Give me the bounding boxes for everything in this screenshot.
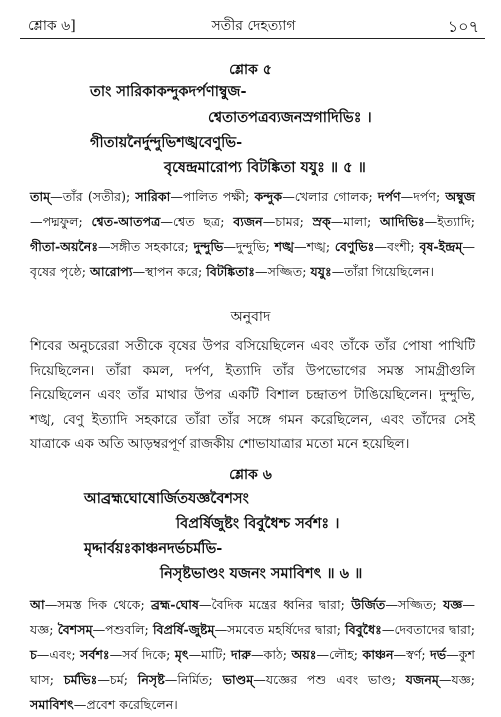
synonym5-dash: — [331, 264, 345, 279]
synonym6-dash: — [253, 672, 266, 687]
synonym6-term: অয়ঃ [291, 647, 317, 662]
synonym6-term: উর্জিত [351, 597, 386, 612]
synonym6-dash: — [164, 672, 178, 687]
synonym6-meaning: সমবেত মহর্ষিদের দ্বারা; [227, 622, 346, 637]
synonym6-meaning: যজ্ঞ; [30, 622, 58, 637]
synonym6-meaning: কাঠ; [263, 647, 292, 662]
synonym5-dash: — [170, 189, 183, 204]
synonym5-dash: — [160, 214, 173, 229]
synonym6-meaning: প্রবেশ করেছিলেন। [86, 697, 178, 712]
verse5-line-4: বৃষেন্দ্রমারোপ্য বিটঙ্কিতা যযুঃ ॥ ৫ ॥ [164, 159, 366, 176]
synonym5-meaning: চামর; [275, 214, 313, 229]
synonym6-meaning: বৈদিক মন্ত্রের ধ্বনির দ্বারা; [211, 597, 352, 612]
synonym6-dash: — [250, 647, 264, 662]
synonym6-meaning: সর্ব দিকে; [122, 647, 175, 662]
synonym6-dash: — [214, 622, 228, 637]
synonym6-term: সমাবিশৎ [30, 697, 74, 712]
synonym6-term: মৃৎ [174, 647, 189, 662]
synonym5-dash: — [262, 214, 276, 229]
verse6-line-3: মৃদ্দার্বয়ঃকাঞ্চনদর্ভচর্মভি- [84, 540, 223, 557]
verse6-line-1: আব্রহ্মঘোষোর্জিতযজ্ঞবৈশসং [84, 490, 249, 507]
synonym5-dash: — [223, 239, 236, 254]
verse6-title: শ্লোক ৬ [229, 467, 272, 483]
synonym5-dash: — [50, 189, 63, 204]
synonym5-term: গীতা-অয়নৈঃ [30, 239, 99, 254]
synonym6-dash: — [393, 647, 407, 662]
synonym5-dash: — [30, 214, 43, 229]
synonym6-dash: — [36, 647, 50, 662]
verse6-line-4: নিসৃষ্টভাণ্ডং যজনং সমাবিশৎ ॥ ৬ ॥ [160, 565, 363, 582]
synonym5-term: শ্বেত-আতপত্র [91, 214, 161, 229]
verse6-line-2: বিপ্রর্ষিজুষ্টং বিবুধৈশ্চ সর্বশঃ । [176, 515, 340, 532]
synonym5-meaning: বৃষের পৃষ্ঠে; [30, 264, 91, 279]
synonym5-dash: — [462, 239, 475, 254]
synonym5-term: বিটঙ্কিতাঃ [206, 264, 256, 279]
synonym5-term: কন্দুক [254, 189, 283, 204]
synonym5-term: আদিভিঃ [379, 214, 425, 229]
synonym5-meaning: মালা; [343, 214, 380, 229]
synonym6-dash: — [44, 597, 58, 612]
synonym6-term: বিবুধৈঃ [345, 622, 382, 637]
synonym6-dash: — [381, 622, 395, 637]
synonym5-meaning: তাঁরা গিয়েছিলেন। [344, 264, 435, 279]
synonym6-dash: — [316, 647, 330, 662]
synonym6-meaning: যজ্ঞ; [451, 672, 475, 687]
synonym6-term: চ [30, 647, 37, 662]
synonym5-term: বৃষ-ইন্দ্রম্ [419, 239, 463, 254]
synonym6-meaning: সজ্জিত; [397, 597, 444, 612]
synonym5-dash: — [255, 264, 268, 279]
synonym6-dash: — [438, 672, 452, 687]
synonym6-term: আ [30, 597, 45, 612]
synonym6-term: ব্রহ্ম-ঘোষ [151, 597, 199, 612]
synonym5-dash: — [293, 239, 307, 254]
synonym6-dash: — [446, 647, 459, 662]
synonym6-dash: — [198, 597, 212, 612]
translation-heading: অনুবাদ [230, 309, 271, 325]
synonym6-meaning: এবং; [49, 647, 81, 662]
synonym5-dash: — [132, 264, 146, 279]
synonym5-dash: — [400, 189, 414, 204]
synonym5-term: সারিকা [135, 189, 171, 204]
synonym5-meaning: বংশী; [386, 239, 420, 254]
verse5-line-1: তাং সারিকাকন্দুকদর্পণাম্বুজ- [90, 83, 247, 100]
synonym5-term: শঙ্খ [274, 239, 294, 254]
margin-mark [487, 102, 495, 110]
synonym5-meaning: তাঁর (সতীর); [62, 189, 136, 204]
synonym6-meaning: লৌহ; [329, 647, 363, 662]
synonym6-meaning: সমস্ত দিক থেকে; [57, 597, 151, 612]
synonym5-term: আরোপ্য [90, 264, 133, 279]
synonym5-term: বেণুভিঃ [334, 239, 375, 254]
synonym6-meaning: মাটি; [201, 647, 231, 662]
synonym5-term: ব্যজন [233, 214, 263, 229]
header-rule [20, 38, 485, 39]
synonym6-dash: — [462, 597, 475, 612]
header-chapter-title: সতীর দেহত্যাগ [211, 18, 296, 34]
synonym6-term: বিপ্রর্ষি-জুষ্টম্ [152, 622, 215, 637]
synonym5-meaning: শ্বেত ছত্র; [172, 214, 234, 229]
synonym6-term: দারু [231, 647, 251, 662]
synonym6-meaning: পশুবলি; [105, 622, 153, 637]
synonym5-dash: — [424, 214, 438, 229]
synonym5-meaning: পদ্মফুল; [42, 214, 92, 229]
synonym6-meaning: কুশ ঘাস; [30, 647, 475, 687]
synonym6-term: বৈশসম্ [57, 622, 93, 637]
synonym5-term: দুন্দুভি [193, 239, 224, 254]
synonym6-meaning: চর্ম; [109, 672, 138, 687]
synonym6-dash: — [385, 597, 398, 612]
synonym6-meaning: নির্মিত; [177, 672, 223, 687]
synonym6-term: ভাণ্ডম্ [222, 672, 254, 687]
synonym6-term: চর্মভিঃ [63, 672, 98, 687]
synonym6-dash: — [188, 647, 202, 662]
synonym5-meaning: খেলার গোলক; [294, 189, 378, 204]
synonym5-meaning: পালিত পক্ষী; [182, 189, 255, 204]
synonym6-term: দর্ভ [430, 647, 447, 662]
synonym6-term: কাঞ্চন [362, 647, 394, 662]
synonym5-meaning: দুন্দুভি; [235, 239, 275, 254]
verse5-line-2: শ্বেতাতপত্রব্যজনস্রগাদিভিঃ । [208, 109, 372, 126]
verse5-line-3: গীতায়নৈর্দুন্দুভিশঙ্খবেণুভি- [90, 134, 243, 151]
synonym5-term: অম্বুজ [445, 189, 475, 204]
synonym5-meaning: সজ্জিত; [267, 264, 311, 279]
synonym6-meaning: যজ্ঞের পশু এবং ভাণ্ড; [265, 672, 406, 687]
synonym5-meaning: ইত্যাদি; [437, 214, 475, 229]
synonym5-dash: — [374, 239, 387, 254]
running-header [28, 14, 479, 36]
synonym5-term: স্রক্ [312, 214, 331, 229]
synonym5-term: তাম্ [30, 189, 51, 204]
synonym5-meaning: শঙ্খ; [306, 239, 335, 254]
synonym5-term: দর্পণ [377, 189, 401, 204]
synonym6-term: নিসৃষ্ট [137, 672, 165, 687]
synonym6-dash: — [109, 647, 123, 662]
synonym5-meaning: দর্পণ; [413, 189, 446, 204]
synonym5-dash: — [282, 189, 295, 204]
synonym6-dash: — [92, 622, 106, 637]
header-page-number: ১০৭ [447, 17, 479, 36]
synonym6-dash: — [97, 672, 110, 687]
synonym5-dash: — [98, 239, 111, 254]
synonym5-meaning: সঙ্গীত সহকারে; [110, 239, 194, 254]
synonym5-term: যযুঃ [310, 264, 332, 279]
synonym5-dash: — [330, 214, 344, 229]
synonym6-term: সর্বশঃ [80, 647, 110, 662]
verse5-title: শ্লোক ৫ [229, 62, 272, 78]
synonym6-dash: — [73, 697, 87, 712]
synonym6-meaning: দেবতাদের দ্বারা; [394, 622, 475, 637]
header-verse-ref: শ্লোক ৬] [28, 18, 76, 34]
synonym6-term: যজনম্ [405, 672, 439, 687]
translation-text: শিবের অনুচরেরা সতীকে বৃষের উপর বসিয়েছিলেন এবং তাঁকে তাঁর পোষা পাখিটি দিয়েছিলেন। তাঁরা কমল, দর্পণ, ইত্যাদি তাঁর উপভোগের সমস্ত সামগ্রীগুলি নিয়েছিলেন এবং তাঁর মাথার উপর একটি বিশাল চন্দ্রাতপ টাঙিয়েছিলেন। দুন্দুভি, শঙ্খ, বেণু ইত্যাদি সহকারে তাঁরা তাঁর সঙ্গে গমন করেছিলেন, এবং তাঁদের সেই যাত্রাকে এক অতি আড়ম্বরপূর্ণ রাজকীয় শোভাযাত্রার মতো মনে হয়েছিল। [30, 339, 475, 452]
synonym5-meaning: স্থাপন করে; [145, 264, 207, 279]
verse6-synonyms [30, 592, 475, 717]
verse5-synonyms [30, 184, 475, 284]
synonym6-term: যজ্ঞ [443, 597, 463, 612]
synonym6-meaning: স্বর্ণ; [406, 647, 431, 662]
